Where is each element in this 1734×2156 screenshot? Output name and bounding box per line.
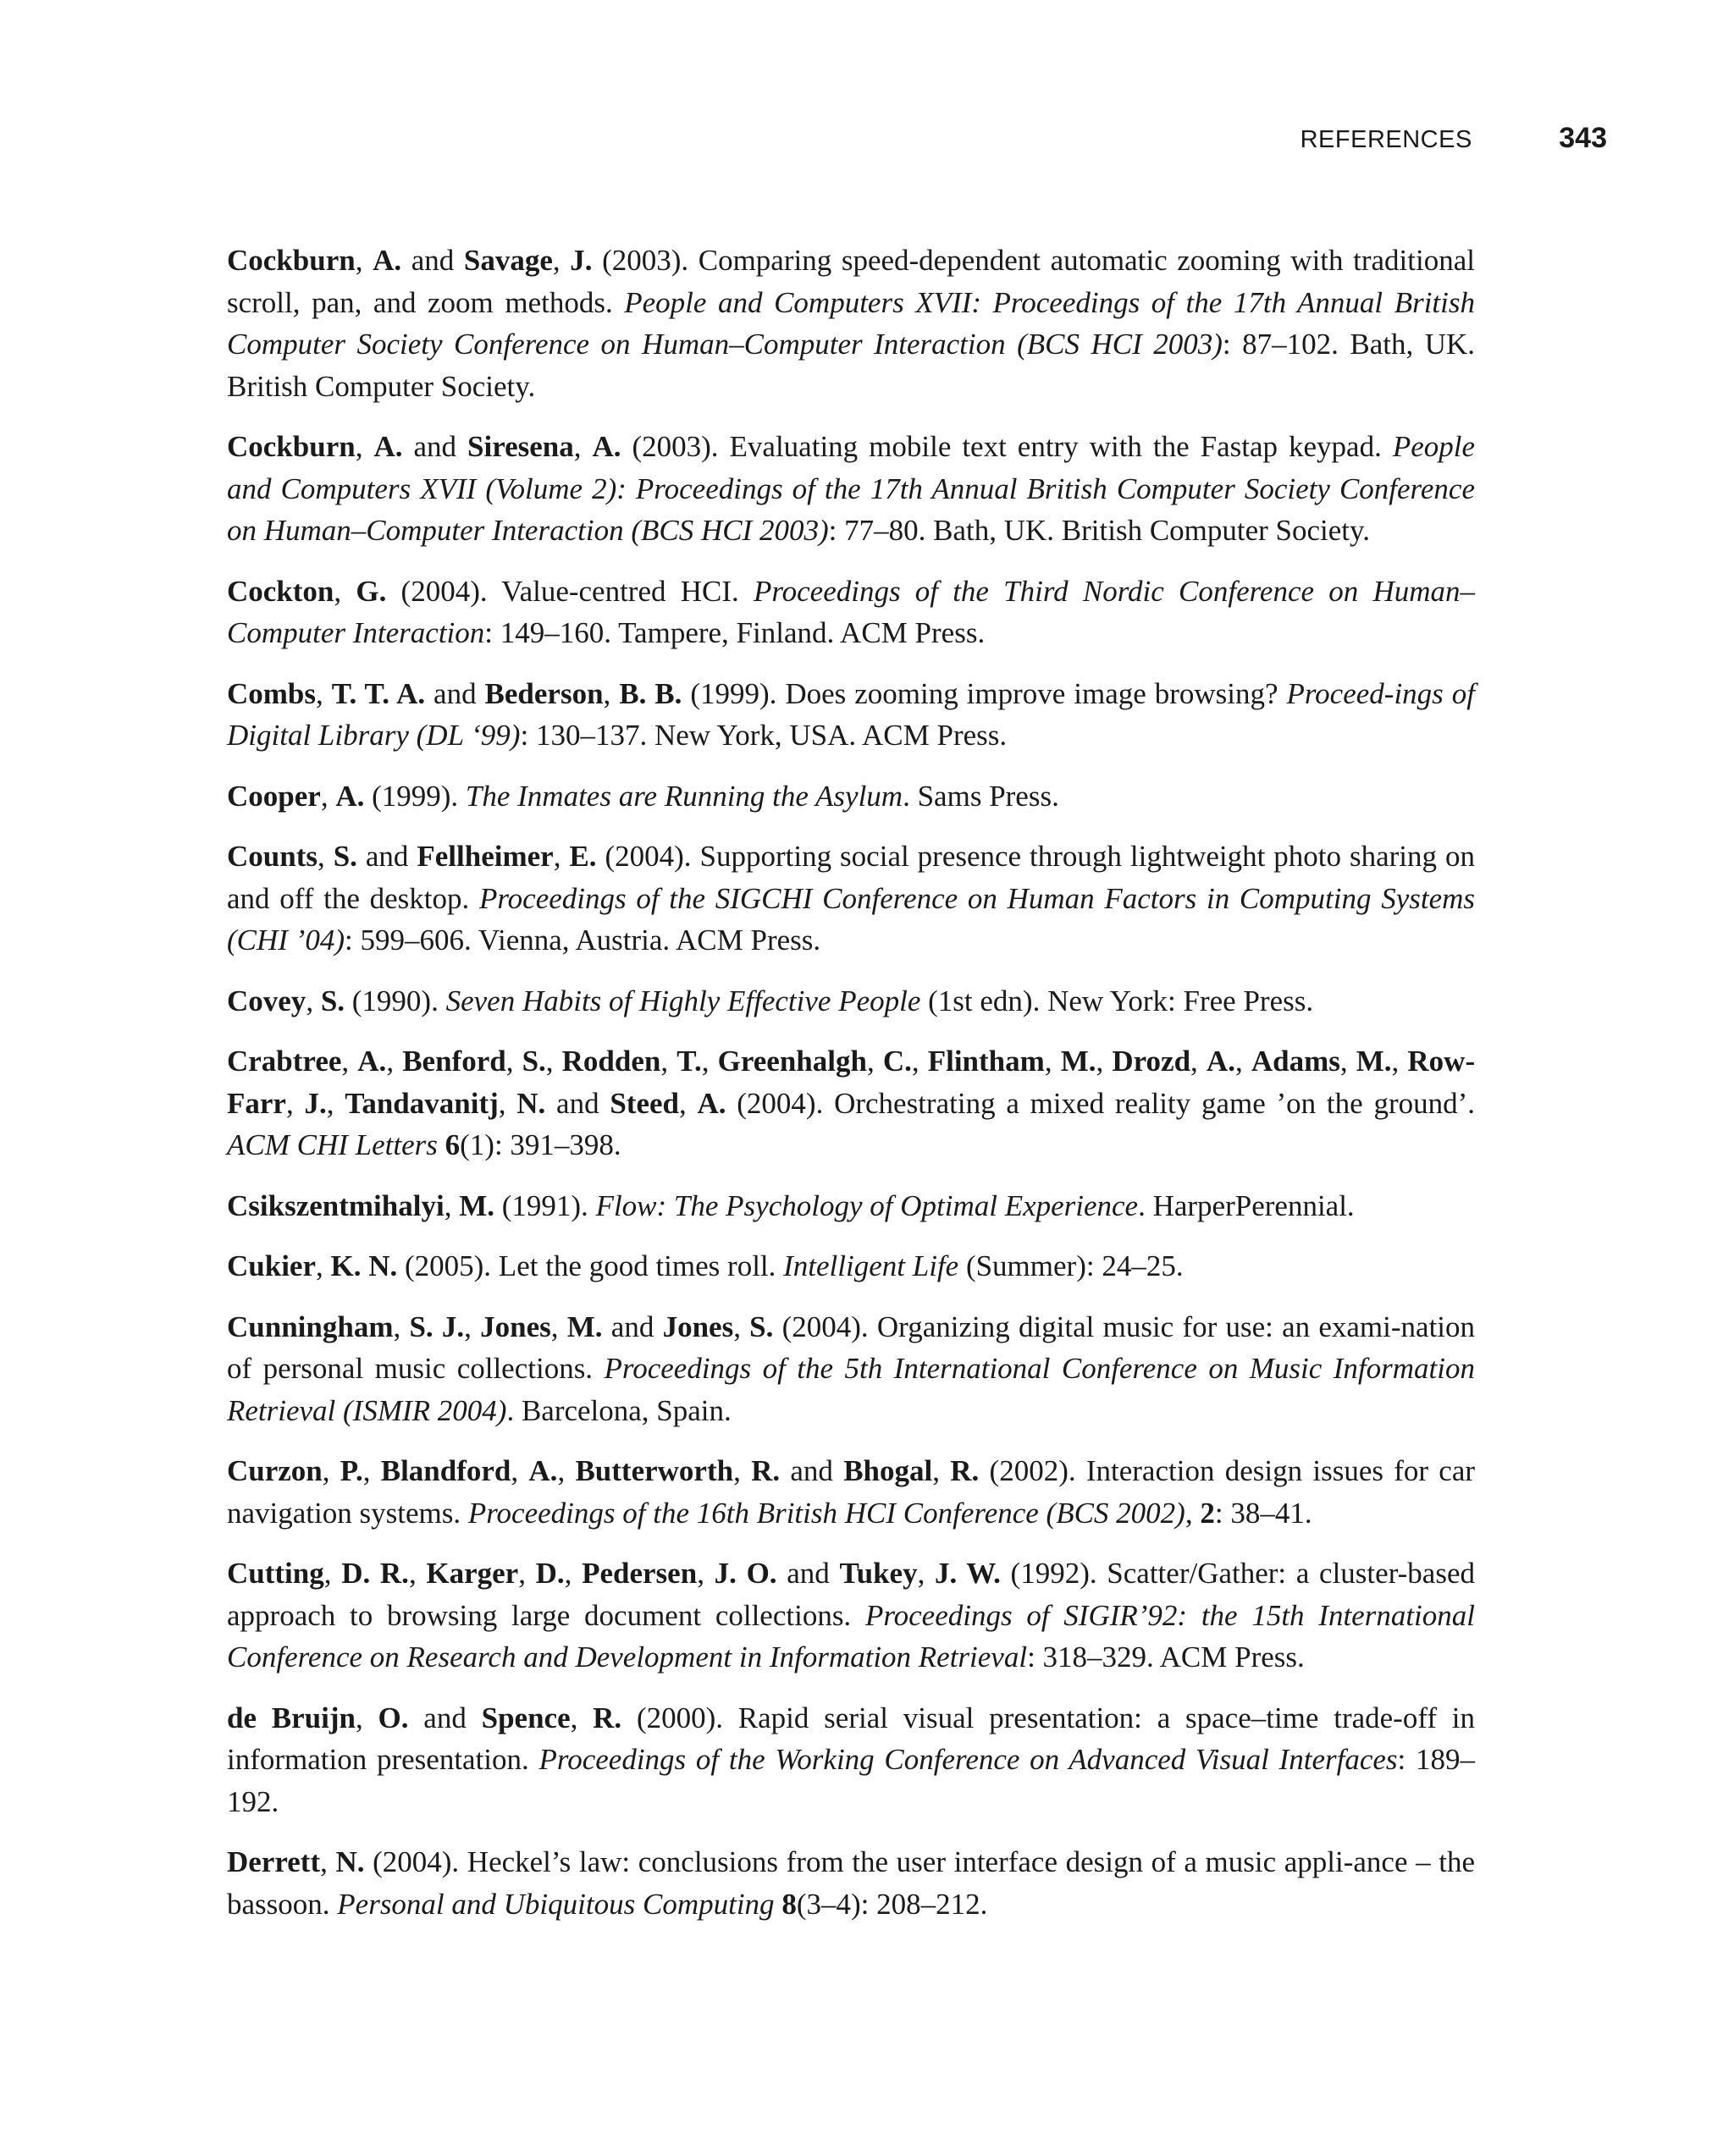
bold-run: S. J.: [409, 1310, 465, 1343]
bold-run: Fellheimer: [417, 840, 554, 873]
bold-run: Cockburn: [227, 430, 356, 463]
text-run: : 189–192.: [227, 1743, 1475, 1818]
bold-run: Pedersen: [582, 1557, 698, 1590]
bold-run: Cunningham: [227, 1310, 394, 1343]
text-run: : 38–41.: [1214, 1496, 1312, 1530]
italic-run: Proceedings of the Working Conference on Advanced Visual Interfaces: [538, 1743, 1398, 1776]
bold-run: Curzon: [227, 1454, 323, 1487]
reference-entry: [227, 775, 1475, 818]
text-run: ,: [464, 1310, 481, 1343]
text-run: [775, 1888, 782, 1921]
text-run: and: [425, 676, 485, 710]
bold-run: Csikszentmihalyi: [227, 1188, 445, 1222]
bold-run: Adams: [1251, 1045, 1340, 1078]
italic-run: ACM CHI Letters: [227, 1128, 438, 1161]
text-run: : 77–80. Bath, UK. British Computer Society.: [828, 514, 1371, 547]
text-run: ,: [911, 1045, 928, 1078]
bold-run: R.: [593, 1701, 622, 1734]
reference-entry: [227, 1040, 1475, 1166]
section-title: REFERENCES: [1300, 126, 1472, 153]
italic-run: People and Computers XVII: Proceedings of the 17th Annual British Computer Society Conference on Human–Computer Interaction (BCS HCI 2003): [227, 285, 1475, 361]
bold-run: A.: [1206, 1045, 1235, 1078]
bold-run: T.: [676, 1045, 702, 1078]
bold-run: D. R.: [341, 1557, 409, 1590]
text-run: ,: [320, 1845, 336, 1878]
bold-run: Tandavanitj: [345, 1086, 499, 1120]
bold-run: K. N.: [330, 1249, 398, 1282]
bold-run: M.: [1356, 1045, 1392, 1078]
bold-run: Crabtree: [227, 1045, 342, 1078]
text-run: ,: [552, 244, 571, 277]
italic-run: Flow: The Psychology of Optimal Experience: [595, 1188, 1139, 1222]
text-run: (2003). Comparing speed-dependent automatic zooming with traditional scroll, pan, and zoom methods.: [227, 244, 1475, 319]
bold-run: Blandford: [380, 1454, 511, 1487]
reference-list: [227, 240, 1475, 1944]
bold-run: Tukey: [839, 1557, 918, 1590]
bold-run: T. T. A.: [331, 676, 426, 710]
italic-run: People and Computers XVII (Volume 2): Proceedings of the 17th Annual British Computer Society Conference on Human–Computer Interaction (BCS HCI 2003): [227, 430, 1476, 547]
text-run: (1999).: [364, 779, 466, 813]
bold-run: N.: [516, 1086, 546, 1120]
text-run: ,: [917, 1557, 936, 1590]
text-run: ,: [408, 1557, 427, 1590]
reference-entry: [227, 1450, 1475, 1534]
bold-run: S.: [522, 1045, 546, 1078]
text-run: . Barcelona, Spain.: [506, 1393, 732, 1427]
text-run: and: [780, 1454, 844, 1487]
text-run: ,: [355, 244, 373, 277]
text-run: ,: [355, 1701, 378, 1734]
bold-run: Counts: [227, 840, 318, 873]
text-run: : 149–160. Tampere, Finland. ACM Press.: [484, 616, 986, 649]
text-run: ,: [1339, 1045, 1356, 1078]
bold-run: S.: [333, 840, 357, 873]
text-run: ,: [362, 1454, 381, 1487]
bold-run: Combs: [227, 676, 317, 710]
text-run: ,: [323, 1557, 342, 1590]
bold-run: Cockton: [227, 574, 334, 608]
bold-run: Derrett: [227, 1845, 321, 1878]
bold-run: Savage: [463, 244, 553, 277]
text-run: ,: [386, 1045, 403, 1078]
bold-run: A.: [373, 244, 402, 277]
reference-entry: [227, 1306, 1475, 1432]
text-run: ,: [316, 1249, 331, 1282]
text-run: (1): 391–398.: [460, 1128, 621, 1161]
reference-entry: [227, 1185, 1475, 1227]
text-run: ,: [1185, 1496, 1201, 1530]
text-run: ,: [564, 1557, 583, 1590]
text-run: (1990).: [345, 984, 446, 1017]
text-run: ,: [1234, 1045, 1251, 1078]
text-run: ,: [557, 1454, 576, 1487]
text-run: ,: [320, 779, 336, 813]
bold-run: 2: [1200, 1496, 1215, 1530]
text-run: ,: [444, 1188, 460, 1222]
text-run: [438, 1128, 445, 1161]
reference-entry: [227, 1245, 1475, 1288]
reference-entry: [227, 571, 1475, 654]
bold-run: Cockburn: [227, 244, 356, 277]
bold-run: A.: [697, 1086, 726, 1120]
text-run: ,: [1190, 1045, 1207, 1078]
bold-run: Flintham: [927, 1045, 1045, 1078]
bold-run: M.: [1060, 1045, 1096, 1078]
bold-run: de Bruijn: [227, 1701, 356, 1734]
reference-entry: [227, 1697, 1475, 1823]
bold-run: 6: [445, 1128, 461, 1161]
bold-run: Bederson: [484, 676, 604, 710]
bold-run: Cukier: [227, 1249, 316, 1282]
bold-run: Steed: [610, 1086, 679, 1120]
italic-run: Proceed-ings of Digital Library (DL ‘99): [227, 676, 1475, 752]
bold-run: Cutting: [227, 1557, 324, 1590]
bold-run: J.: [570, 244, 593, 277]
bold-run: A.: [335, 779, 365, 813]
bold-run: A.: [592, 430, 621, 463]
text-run: : 130–137. New York, USA. ACM Press.: [520, 719, 1008, 752]
text-run: ,: [511, 1454, 529, 1487]
text-run: ,: [660, 1045, 677, 1078]
text-run: : 318–329. ACM Press.: [1027, 1640, 1305, 1674]
bold-run: E.: [569, 840, 597, 873]
bold-run: Jones: [662, 1310, 734, 1343]
italic-run: Proceedings of the 5th International Conference on Music Information Retrieval (ISMIR 2004): [227, 1352, 1475, 1427]
page-number: 343: [1559, 122, 1607, 154]
text-run: ,: [733, 1454, 752, 1487]
text-run: ,: [1096, 1045, 1113, 1078]
reference-entry: [227, 240, 1475, 407]
text-run: ,: [393, 1310, 410, 1343]
text-run: (Summer): 24–25.: [958, 1249, 1184, 1282]
text-run: and: [602, 1310, 663, 1343]
text-run: ,: [334, 574, 356, 608]
text-run: ,: [317, 840, 334, 873]
text-run: ,: [733, 1310, 750, 1343]
text-run: ,: [505, 1045, 522, 1078]
bold-run: R.: [950, 1454, 980, 1487]
bold-run: S.: [749, 1310, 774, 1343]
text-run: : 87–102. Bath, UK. British Computer Society.: [227, 328, 1475, 403]
bold-run: Benford: [402, 1045, 506, 1078]
bold-run: Siresena: [467, 430, 574, 463]
bold-run: Covey: [227, 984, 306, 1017]
italic-run: Intelligent Life: [783, 1249, 959, 1282]
bold-run: M.: [566, 1310, 603, 1343]
reference-entry: [227, 673, 1475, 757]
bold-run: O.: [378, 1701, 409, 1734]
bold-run: A.: [373, 430, 403, 463]
reference-entry: [227, 1841, 1475, 1925]
text-run: ,: [306, 984, 321, 1017]
bold-run: A.: [528, 1454, 558, 1487]
bold-run: 8: [781, 1887, 797, 1921]
text-run: and: [408, 1701, 482, 1734]
text-run: ,: [326, 1086, 345, 1120]
text-run: and: [776, 1557, 840, 1590]
text-run: (2004). Supporting social presence through lightweight photo sharing on and off the desktop.: [227, 840, 1475, 915]
text-run: (2004). Value-centred HCI.: [386, 574, 754, 608]
italic-run: Seven Habits of Highly Effective People: [445, 984, 921, 1017]
text-run: (2002). Interaction design issues for car navigation systems.: [227, 1454, 1476, 1530]
text-run: ,: [322, 1454, 340, 1487]
text-run: ,: [697, 1557, 715, 1590]
bold-run: D.: [535, 1557, 565, 1590]
reference-entry: [227, 426, 1475, 552]
bold-run: Cooper: [227, 779, 321, 813]
bold-run: P.: [340, 1454, 363, 1487]
bold-run: N.: [335, 1845, 365, 1878]
bold-run: Rodden: [561, 1045, 661, 1078]
text-run: ,: [285, 1086, 305, 1120]
italic-run: Personal and Ubiquitous Computing: [337, 1887, 775, 1921]
bold-run: Jones: [480, 1310, 551, 1343]
reference-entry: [227, 835, 1475, 962]
text-run: ,: [316, 676, 332, 710]
text-run: : 599–606. Vienna, Austria. ACM Press.: [345, 924, 821, 957]
text-run: ,: [341, 1045, 358, 1078]
text-run: and: [545, 1086, 610, 1120]
text-run: (2004). Organizing digital music for use: an exami-nation of personal music collections.: [227, 1310, 1476, 1385]
text-run: ,: [866, 1045, 883, 1078]
bold-run: J. W.: [935, 1557, 1001, 1590]
text-run: ,: [545, 1045, 562, 1078]
reference-entry: [227, 1552, 1475, 1679]
text-run: (2003). Evaluating mobile text entry with the Fastap keypad.: [621, 430, 1393, 463]
bold-run: M.: [459, 1188, 494, 1222]
bold-run: R.: [751, 1454, 781, 1487]
bold-run: Karger: [426, 1557, 519, 1590]
bold-run: J. O.: [714, 1557, 777, 1590]
text-run: ,: [498, 1086, 517, 1120]
bold-run: C.: [882, 1045, 912, 1078]
running-head: [0, 122, 1607, 155]
text-run: ,: [932, 1454, 951, 1487]
bold-run: J.: [304, 1086, 327, 1120]
text-run: ,: [518, 1557, 536, 1590]
italic-run: Proceedings of the 16th British HCI Conference (BCS 2002): [467, 1496, 1185, 1530]
text-run: (1999). Does zooming improve image browsing?: [682, 676, 1287, 710]
text-run: ,: [550, 1310, 567, 1343]
text-run: ,: [701, 1045, 718, 1078]
text-run: ,: [573, 430, 593, 463]
text-run: and: [356, 840, 417, 873]
text-run: ,: [1044, 1045, 1061, 1078]
text-run: . HarperPerennial.: [1138, 1188, 1355, 1222]
italic-run: Proceedings of SIGIR’92: the 15th International Conference on Research and Development in Information Retrieval: [227, 1598, 1475, 1674]
text-run: and: [401, 244, 464, 277]
text-run: and: [402, 430, 467, 463]
text-run: ,: [1391, 1045, 1408, 1078]
text-run: ,: [679, 1086, 698, 1120]
text-run: (2004). Orchestrating a mixed reality game ’on the ground’.: [726, 1086, 1475, 1120]
bold-run: Bhogal: [843, 1454, 933, 1487]
bold-run: B. B.: [619, 676, 682, 710]
bold-run: Butterworth: [575, 1454, 734, 1487]
text-run: (1991).: [494, 1188, 596, 1222]
italic-run: Proceedings of the Third Nordic Conference on Human–Computer Interaction: [227, 574, 1475, 649]
text-run: ,: [553, 840, 570, 873]
bold-run: Drozd: [1112, 1045, 1191, 1078]
italic-run: Proceedings of the SIGCHI Conference on Human Factors in Computing Systems (CHI ’04): [227, 881, 1476, 957]
text-run: (2000). Rapid serial visual presentation: a space–time trade-off in information presentation.: [227, 1701, 1476, 1776]
text-run: (1st edn). New York: Free Press.: [920, 984, 1314, 1017]
text-run: ,: [603, 676, 620, 710]
bold-run: Greenhalgh: [717, 1045, 867, 1078]
text-run: (3–4): 208–212.: [796, 1887, 988, 1921]
bold-run: A.: [357, 1045, 387, 1078]
bold-run: S.: [320, 984, 345, 1017]
bold-run: Row-Farr: [227, 1045, 1476, 1120]
text-run: ,: [570, 1701, 594, 1734]
bold-run: G.: [356, 574, 387, 608]
text-run: (2004). Heckel’s law: conclusions from the user interface design of a music appli-ance – the bassoon.: [227, 1845, 1476, 1921]
text-run: ,: [355, 430, 374, 463]
reference-entry: [227, 980, 1475, 1023]
text-run: (2005). Let the good times roll.: [397, 1249, 784, 1282]
italic-run: The Inmates are Running the Asylum: [465, 779, 903, 813]
text-run: . Sams Press.: [903, 779, 1059, 813]
text-run: (1992). Scatter/Gather: a cluster-based approach to browsing large document collections.: [227, 1557, 1475, 1632]
bold-run: Spence: [481, 1701, 571, 1734]
